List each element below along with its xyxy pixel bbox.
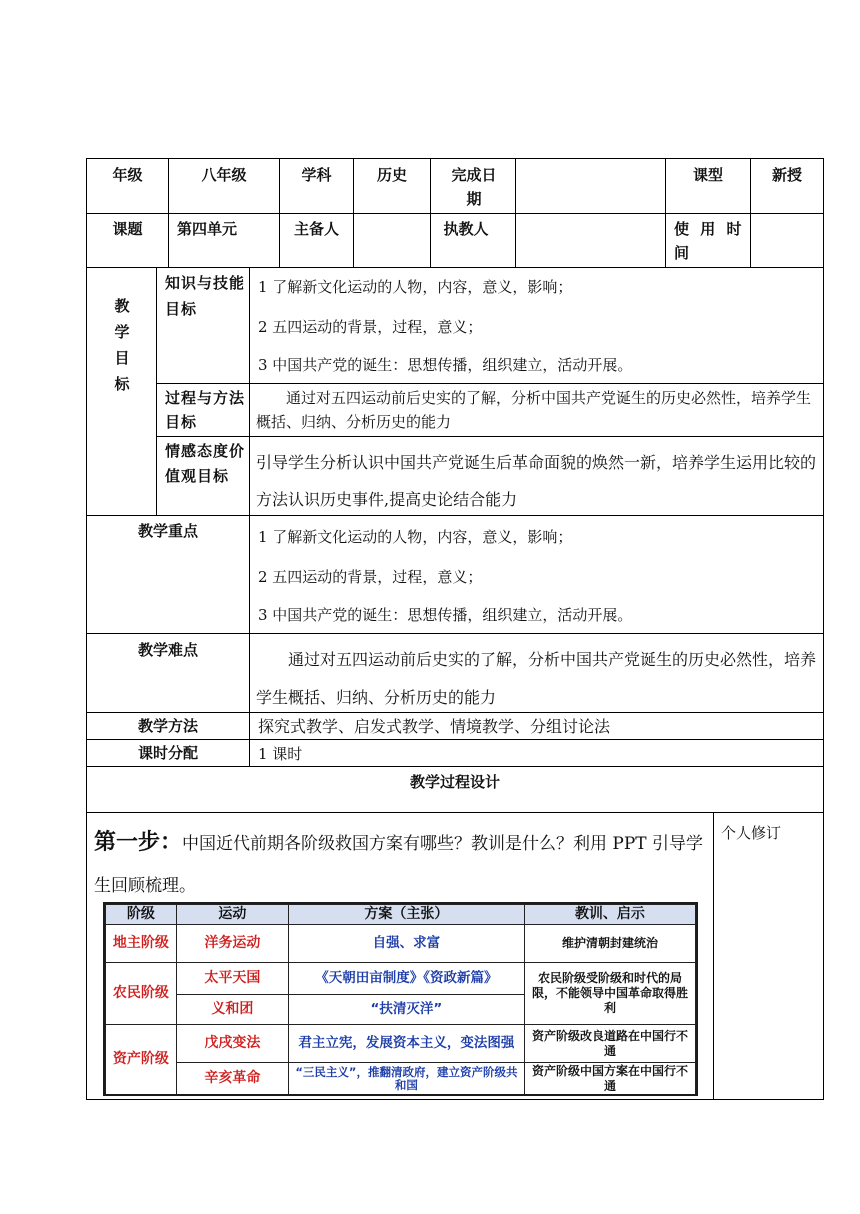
objectives-label: 教学目标 [114, 297, 130, 393]
ppt-movement-cell: 洋务运动 [176, 925, 288, 963]
step1-text-block [94, 822, 706, 907]
grid-h [86, 633, 824, 634]
ppt-plan-cell: “三民主义”，推翻清政府，建立资产阶级共和国 [288, 1063, 524, 1095]
date-label: 完成日期 [451, 166, 497, 208]
emotion-text: 引导学生分析认识中国共产党诞生后革命面貌的焕然一新，培养学生运用比较的方法认识历史事件,提高史论结合能力 [256, 453, 817, 509]
grid-v [430, 158, 431, 213]
ppt-lesson-cell: 资产阶级改良道路在中国行不通 [524, 1025, 695, 1063]
grid-h [86, 213, 824, 214]
difficulties-text: 通过对五四运动前后史实的了解，分析中国共产党诞生的历史必然性，培养学生概括、归纳、分析历史的能力 [256, 650, 817, 707]
table-border-left [86, 158, 87, 1100]
knowledge-line-2: 2 五四运动的背景，过程，意义； [258, 318, 483, 336]
ppt-header-lesson: 教训、启示 [524, 905, 695, 925]
ppt-lesson-cell: 资产阶级中国方案在中国行不通 [524, 1063, 695, 1095]
ppt-movement-cell: 太平天国 [176, 963, 288, 995]
topic-value: 第四单元 [177, 220, 238, 238]
grid-h [86, 267, 824, 268]
table-border-right [823, 158, 824, 1100]
ppt-plan-cell: 自强、求富 [288, 925, 524, 963]
table-border-bottom [86, 1099, 824, 1100]
grid-v [353, 213, 354, 267]
emotion-label: 情感态度价值观目标 [165, 442, 246, 485]
grade-label: 年级 [112, 166, 143, 184]
key-point-line-1: 1 了解新文化运动的人物，内容，意义，影响； [258, 528, 573, 546]
grid-v [665, 213, 666, 267]
difficulties-label: 教学难点 [137, 641, 198, 659]
ppt-plan-cell: “扶清灭洋” [288, 995, 524, 1025]
grid-h [156, 436, 824, 437]
ppt-plan-cell: 《天朝田亩制度》《资政新篇》 [288, 963, 524, 995]
step1-label: 第一步： [94, 830, 183, 855]
subject-value: 历史 [376, 166, 407, 184]
process-text: 通过对五四运动前后史实的了解，分析中国共产党诞生的历史必然性，培养学生概括、归纳、分析历史的能力 [256, 389, 812, 431]
process-design-title: 教学过程设计 [409, 773, 500, 791]
ppt-class-cell: 地主阶级 [106, 925, 177, 963]
process-label: 过程与方法目标 [165, 389, 246, 431]
ppt-lesson-cell: 农民阶级受阶级和时代的局限，不能领导中国革命取得胜利 [524, 963, 695, 1025]
grade-value: 八年级 [201, 166, 247, 184]
grid-h [86, 739, 824, 740]
ppt-movement-cell: 戊戌变法 [176, 1025, 288, 1063]
grid-v [156, 267, 157, 515]
ppt-plan-cell: 君主立宪，发展资本主义，变法图强 [288, 1025, 524, 1063]
method-value: 探究式教学、启发式教学、情境教学、分组讨论法 [258, 717, 611, 736]
lead-label: 主备人 [293, 220, 339, 238]
ppt-movement-cell: 辛亥革命 [176, 1063, 288, 1095]
knowledge-line-3: 3 中国共产党的诞生：思想传播，组织建立，活动开展。 [258, 356, 633, 374]
personal-revision-label: 个人修订 [721, 824, 782, 842]
grid-v [515, 213, 516, 267]
grid-h [86, 766, 824, 767]
ppt-class-cell: 资产阶级 [106, 1025, 177, 1095]
key-points-label: 教学重点 [137, 522, 198, 540]
key-point-line-2: 2 五四运动的背景，过程，意义； [258, 568, 483, 586]
ppt-header-movement: 运动 [176, 905, 288, 925]
key-point-line-3: 3 中国共产党的诞生：思想传播，组织建立，活动开展。 [258, 606, 633, 624]
ppt-class-cell: 农民阶级 [106, 963, 177, 1025]
ppt-header-class: 阶级 [106, 905, 177, 925]
hours-label: 课时分配 [137, 744, 198, 762]
ppt-header-plan: 方案（主张） [288, 905, 524, 925]
step1-text: 中国近代前期各阶级救国方案有哪些？教训是什么？利用 PPT 引导学生回顾梳理。 [94, 834, 704, 896]
time-label: 使 用 时 间 [674, 220, 745, 262]
topic-label: 课题 [112, 220, 143, 238]
type-value: 新授 [771, 166, 802, 184]
grid-v [249, 267, 250, 766]
ppt-summary-table [103, 902, 698, 1096]
knowledge-line-1: 1 了解新文化运动的人物，内容，意义，影响； [258, 278, 573, 296]
grid-v [168, 213, 169, 267]
teacher-label: 执教人 [443, 220, 489, 238]
hours-value: 1 课时 [258, 745, 303, 763]
grid-v [713, 812, 714, 1099]
grid-h [156, 383, 824, 384]
grid-v [750, 213, 751, 267]
knowledge-label: 知识与技能目标 [165, 274, 246, 318]
grid-v [515, 158, 516, 213]
ppt-movement-cell: 义和团 [176, 995, 288, 1025]
ppt-lesson-cell: 维护清朝封建统治 [524, 925, 695, 963]
type-label: 课型 [692, 166, 723, 184]
table-border-top [86, 158, 824, 159]
subject-label: 学科 [301, 166, 332, 184]
method-label: 教学方法 [137, 717, 198, 735]
